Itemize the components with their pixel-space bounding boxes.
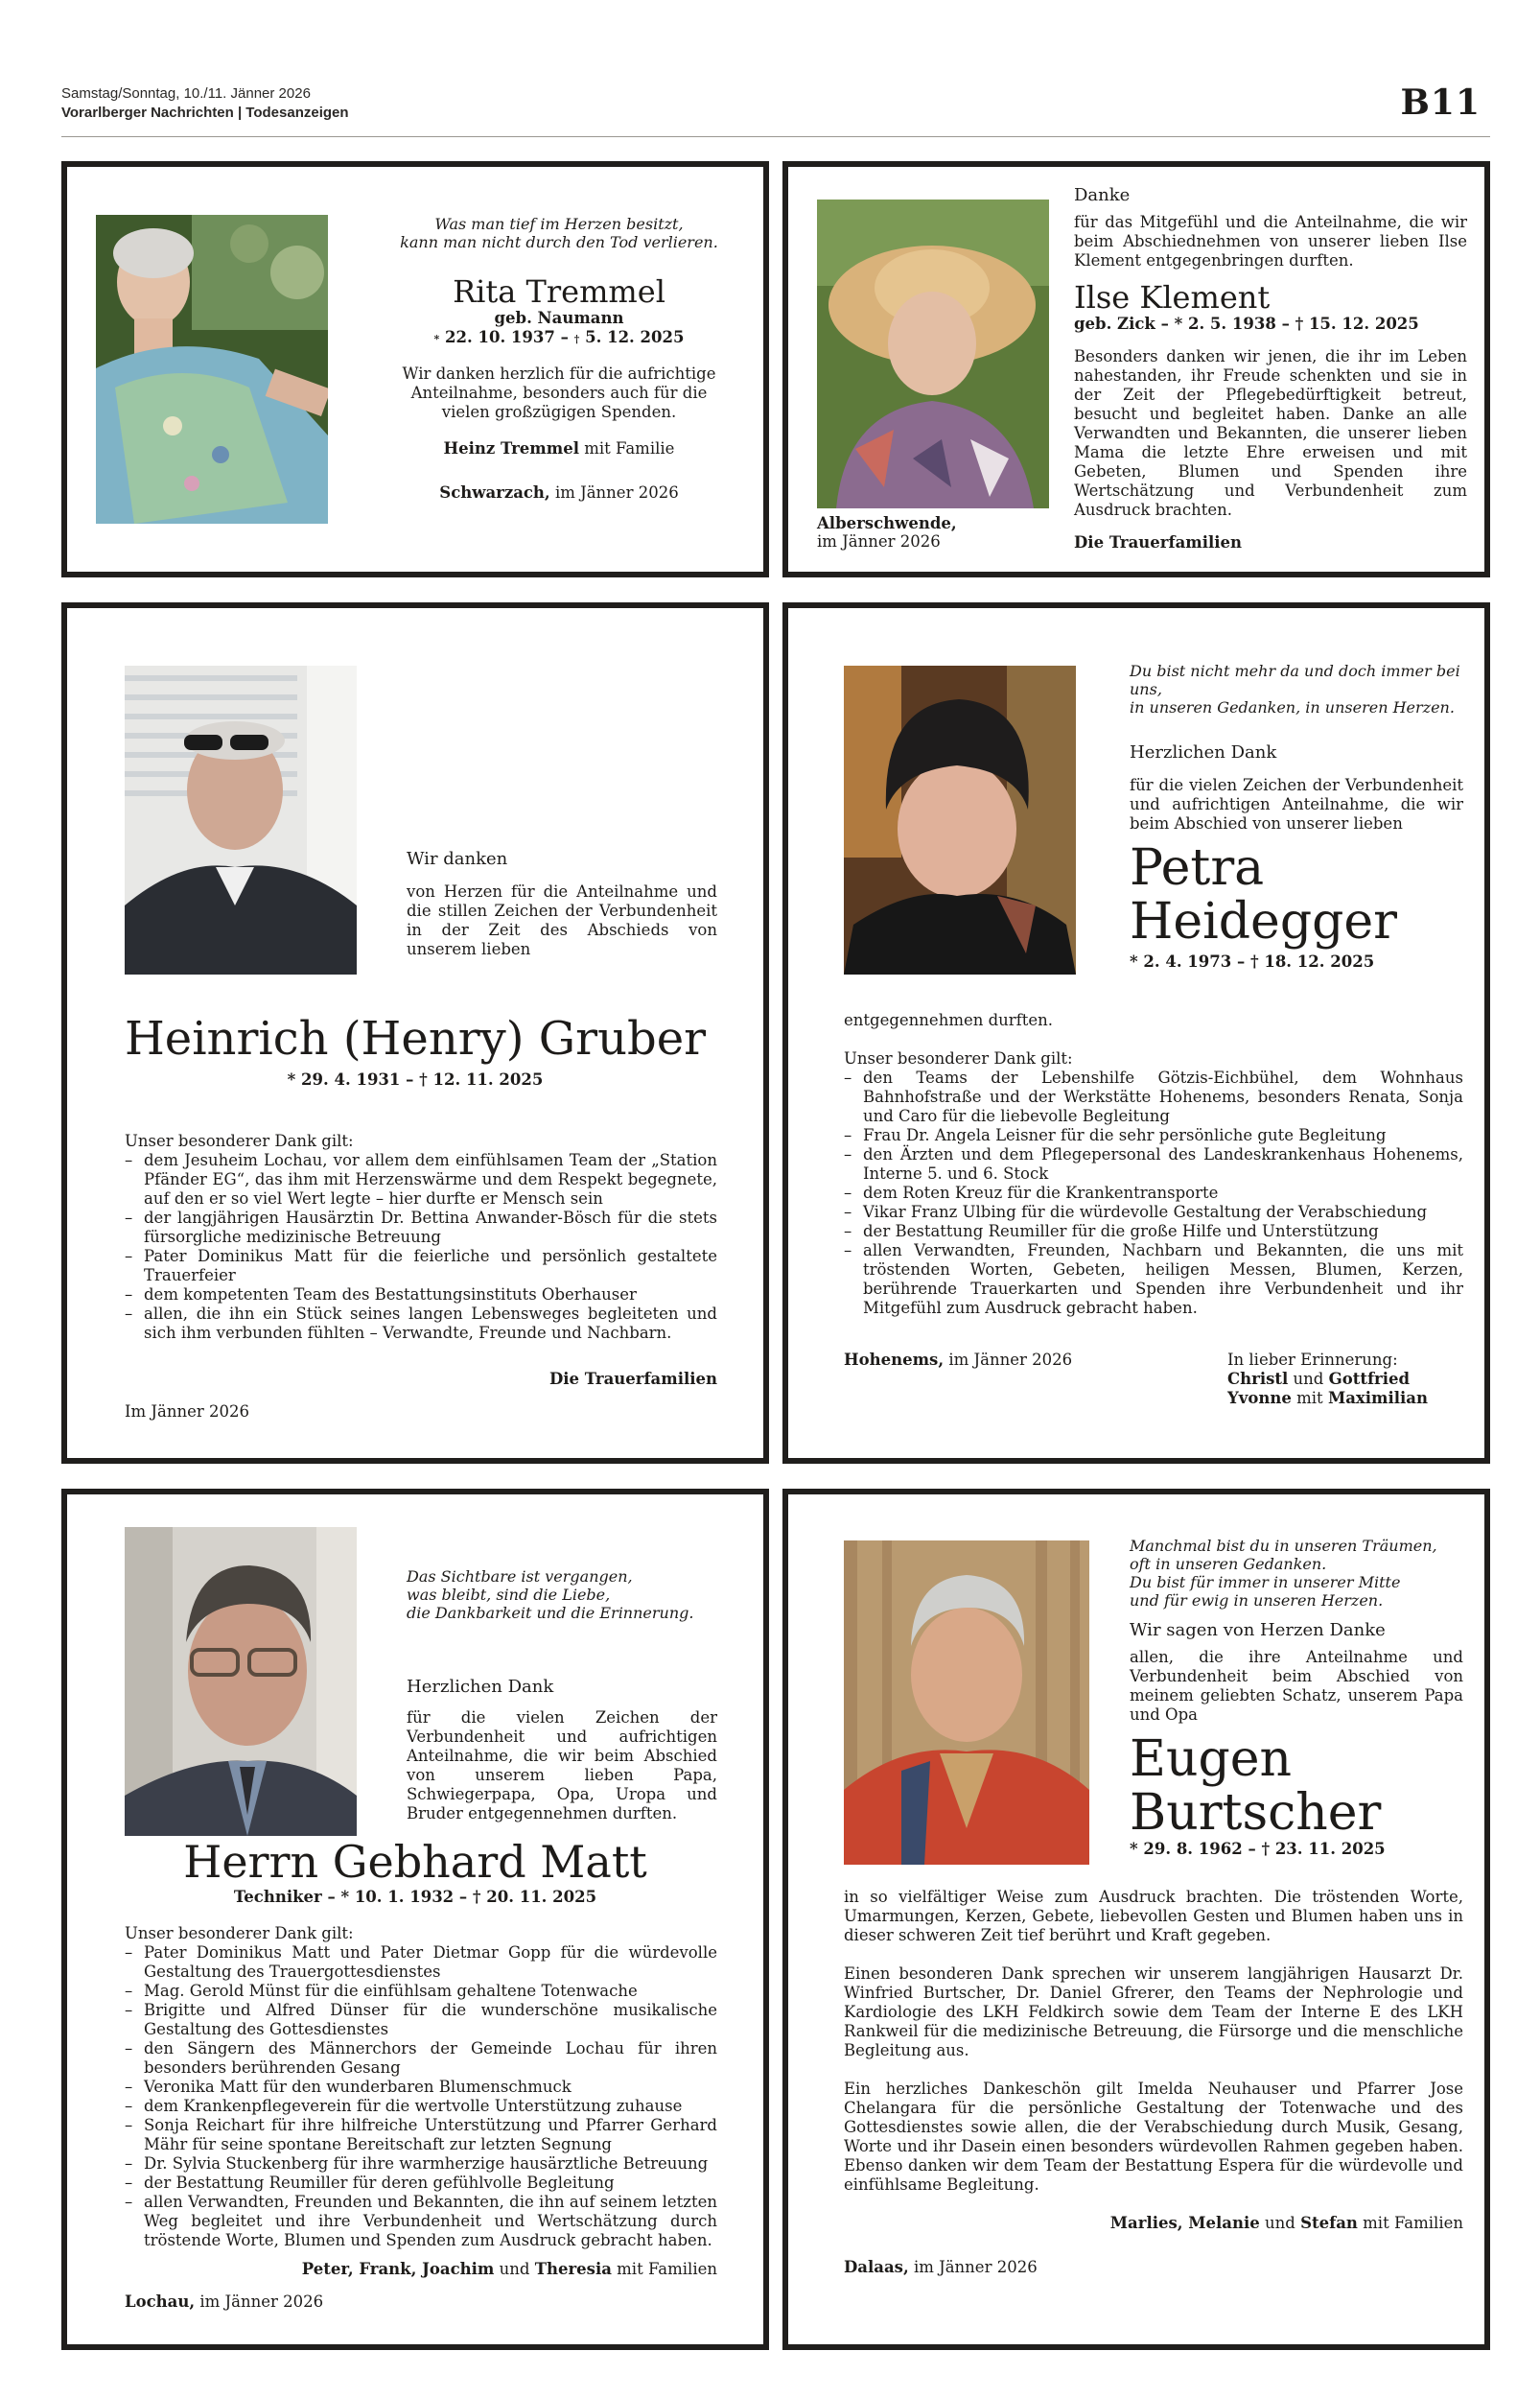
motto-line: kann man nicht durch den Tod verlieren. [400, 233, 718, 251]
place-date: Lochau, im Jänner 2026 [125, 2292, 324, 2311]
signature: Marlies, Melanie und Stefan mit Familien [1109, 2214, 1463, 2232]
heading: Danke [1074, 185, 1131, 205]
born-name: geb. Naumann [494, 309, 624, 327]
list-item: – allen Verwandten, Freunden, Nachbarn und Bekannten, die uns mit tröstenden Worten, Gebeten, heiligen Messen, Blumen, Kerzen, berührende Trauerkarten und Spenden ihre Verbundenheit und ihr Mitgefühl zum Ausdruck gebracht haben. [844, 1241, 1463, 1318]
deceased-last-name: Heidegger [1130, 893, 1398, 951]
continuation-text: entgegennehmen durften. [844, 1011, 1054, 1029]
motto-line: die Dankbarkeit und die Erinnerung. [407, 1604, 694, 1622]
portrait-photo-tremmel [96, 215, 328, 524]
signature: Die Trauerfamilien [1074, 533, 1243, 552]
motto-line: in unseren Gedanken, in unseren Herzen. [1130, 698, 1455, 717]
paragraph: Ein herzliches Dankeschön gilt Imelda Neuhauser und Pfarrer Jose Chelangara für die persönliche Gestaltung der Totenwache und des Gottesdienstes sowie allen, die der Verabschiedung durch Musik, Gesang, Worte und ihr Dasein einen besonders würdevollen Rahmen gegeben haben. Ebenso danken wir dem Team der Bestattung Espera für die würdevolle und einfühlsame Begleitung. [844, 2080, 1463, 2194]
portrait-photo-matt [125, 1527, 357, 1836]
list-item: – Mag. Gerold Münst für die einfühlsam gehaltene Totenwache [125, 1982, 717, 2001]
intro-text: von Herzen für die Anteilnahme und die stillen Zeichen der Verbundenheit in der Zeit des Abschieds von unserem lieben [407, 882, 717, 958]
page-number: B11 [1400, 82, 1481, 123]
deceased-last-name: Burtscher [1130, 1784, 1382, 1842]
publication-section: Vorarlberger Nachrichten | Todesanzeigen [61, 105, 349, 121]
list-item: – dem Jesuheim Lochau, vor allem dem einfühlsamen Team der „Station Pfänder EG“, das ihm mit Herzenswärme und dem Respekt begegnete, auf den er so viel Wert legte – hier durfte er Mensch sein [125, 1151, 717, 1209]
deceased-first-name: Petra [1130, 839, 1265, 897]
list-item: – Dr. Sylvia Stuckenberg für ihre warmherzige hausärztliche Betreuung [125, 2154, 717, 2174]
obituary-gruber [61, 602, 769, 1464]
motto-line: und für ewig in unseren Herzen. [1130, 1591, 1384, 1610]
intro-text: für das Mitgefühl und die Anteilnahme, die wir beim Abschiednehmen von unserer lieben Ilse Klement entgegenbringen durften. [1074, 213, 1467, 270]
date-line: Im Jänner 2026 [125, 1402, 250, 1421]
signature: Die Trauerfamilien [548, 1370, 717, 1388]
life-dates: * 2. 4. 1973 – † 18. 12. 2025 [1130, 952, 1375, 971]
deceased-first-name: Eugen [1130, 1730, 1292, 1788]
place-date: Dalaas, im Jänner 2026 [844, 2258, 1038, 2276]
life-dates: * 22. 10. 1937 – † 5. 12. 2025 [433, 328, 685, 346]
list-item: – der langjährigen Hausärztin Dr. Bettina Anwander-Bösch für die stets fürsorgliche medizinische Betreuung [125, 1209, 717, 1247]
list-item: – allen Verwandten, Freunden und Bekannten, die ihn auf seinem letzten Weg begleitet und ihre Verbundenheit und Wertschätzung durch tröstende Worte, Blumen und Spenden zum Ausdruck gebracht haben. [125, 2193, 717, 2250]
obituary-tremmel [61, 161, 769, 577]
thanks-list [844, 1069, 1463, 1318]
thanks-list [125, 1943, 717, 2250]
list-item: – Brigitte und Alfred Dünser für die wunderschöne musikalische Gestaltung des Gottesdienstes [125, 2001, 717, 2039]
obituary-klement [782, 161, 1490, 577]
portrait-photo-gruber [125, 666, 357, 975]
paragraph: in so vielfältiger Weise zum Ausdruck brachten. Die tröstenden Worte, Umarmungen, Kerzen, Gebete, liebevollen Gesten und Blumen haben uns in dieser schweren Zeit tief berührt und Kraft gegeben. [844, 1888, 1463, 1944]
heading: Wir sagen von Herzen Danke [1130, 1620, 1386, 1640]
list-item: – allen, die ihn ein Stück seines langen Lebensweges begleiteten und sich ihm verbunden fühlten – Verwandte, Freunde und Nachbarn. [125, 1305, 717, 1343]
list-item: – den Ärzten und dem Pflegepersonal des Landeskrankenhaus Hohenems, Interne 5. und 6. Stock [844, 1145, 1463, 1184]
portrait-photo-klement [817, 200, 1049, 508]
signature: Heinz Tremmel mit Familie [443, 439, 675, 458]
list-item: – den Teams der Lebenshilfe Götzis-Eichbühel, dem Wohnhaus Bahnhofstraße und der Werkstätte Hohenems, besonders Renata, Sonja und Caro für die liebevolle Begleitung [844, 1069, 1463, 1126]
list-item: – der Bestattung Reumiller für die große Hilfe und Unterstützung [844, 1222, 1463, 1241]
motto-line: Du bist nicht mehr da und doch immer bei uns, [1130, 662, 1460, 698]
portrait-photo-burtscher [844, 1540, 1089, 1865]
list-item: – Pater Dominikus Matt und Pater Dietmar Gopp für die würdevolle Gestaltung des Trauergottesdienstes [125, 1943, 717, 1982]
motto-line: Manchmal bist du in unseren Träumen, [1130, 1537, 1437, 1555]
list-title: Unser besonderer Dank gilt: [844, 1049, 1073, 1068]
portrait-photo-heidegger [844, 666, 1076, 975]
motto-line: Das Sichtbare ist vergangen, [407, 1567, 633, 1586]
life-dates: geb. Zick – * 2. 5. 1938 – † 15. 12. 2025 [1074, 315, 1419, 333]
deceased-name: Heinrich (Henry) Gruber [124, 1012, 707, 1066]
list-title: Unser besonderer Dank gilt: [125, 1132, 354, 1150]
intro-text: für die vielen Zeichen der Verbundenheit und aufrichtigen Anteilnahme, die wir beim Abschied von unserer lieben [1130, 776, 1463, 833]
place-date: Hohenems, im Jänner 2026 [844, 1351, 1073, 1369]
deceased-name: Herrn Gebhard Matt [183, 1836, 647, 1888]
life-dates: * 29. 8. 1962 – † 23. 11. 2025 [1130, 1840, 1386, 1858]
place-date: Alberschwende, im Jänner 2026 [817, 514, 957, 551]
obituary-heidegger [782, 602, 1490, 1464]
deceased-name: Ilse Klement [1074, 279, 1271, 316]
heading: Wir danken [407, 849, 508, 869]
list-item: – dem Krankenpflegeverein für die wertvolle Unterstützung zuhause [125, 2097, 717, 2116]
list-item: – Vikar Franz Ulbing für die würdevolle Gestaltung der Verabschiedung [844, 1203, 1463, 1222]
dateline: Samstag/Sonntag, 10./11. Jänner 2026 [61, 85, 311, 102]
header-divider [61, 136, 1490, 137]
signature: In lieber Erinnerung: Christl und Gottfried Yvonne mit Maximilian [1227, 1351, 1428, 1407]
list-item: – der Bestattung Reumiller für deren gefühlvolle Begleitung [125, 2174, 717, 2193]
heading: Herzlichen Dank [1130, 742, 1277, 763]
list-item: – Pater Dominikus Matt für die feierliche und persönlich gestaltete Trauerfeier [125, 1247, 717, 1285]
motto-line: oft in unseren Gedanken. [1130, 1555, 1327, 1573]
thanks-list [125, 1151, 717, 1343]
life-dates: * 29. 4. 1931 – † 12. 11. 2025 [287, 1070, 544, 1089]
intro-text: allen, die ihre Anteilnahme und Verbundenheit beim Abschied von meinem geliebten Schatz, unserem Papa und Opa [1130, 1648, 1463, 1724]
list-item: – Sonja Reichart für ihre hilfreiche Unterstützung und Pfarrer Gerhard Mähr für seine spontane Bereitschaft zur letzten Segnung [125, 2116, 717, 2154]
list-item: – dem kompetenten Team des Bestattungsinstituts Oberhauser [125, 1285, 717, 1305]
paragraph: Einen besonderen Dank sprechen wir unserem langjährigen Hausarzt Dr. Winfried Burtscher, Dr. Daniel Gfrerer, den Teams der Nephrologie und Kardiologie des LKH Feldkirch sowie dem Team der Interne E des LKH Rankweil für die medizinische Betreuung, die Fürsorge und die menschliche Begleitung aus. [844, 1964, 1463, 2059]
page-header [61, 84, 349, 123]
thank-you-text: Wir danken herzlich für die aufrichtige Anteilnahme, besonders auch für die vielen großzügigen Spenden. [402, 364, 716, 421]
deceased-name: Rita Tremmel [453, 273, 665, 310]
list-item: – den Sängern des Männerchors der Gemeinde Lochau für ihren besonders berührenden Gesang [125, 2039, 717, 2078]
motto-line: Was man tief im Herzen besitzt, [434, 215, 684, 233]
list-title: Unser besonderer Dank gilt: [125, 1924, 354, 1942]
motto-line: Du bist für immer in unserer Mitte [1130, 1573, 1401, 1591]
life-dates: Techniker – * 10. 1. 1932 – † 20. 11. 2025 [233, 1888, 597, 1906]
obituary-matt [61, 1489, 769, 2350]
thank-you-text: Besonders danken wir jenen, die ihr im Leben nahestanden, ihr Freude schenkten und sie in der Zeit der Pflegebedürftigkeit betreut, besucht und begleitet haben. Danke an alle Verwandten und Bekannten, die unserer lieben Mama die letzte Ehre erweisen und mit Gebeten, Blumen und Spenden ihre Wertschätzung und Verbundenheit zum Ausdruck brachten. [1074, 347, 1467, 519]
list-item: – dem Roten Kreuz für die Krankentransporte [844, 1184, 1463, 1203]
signature: Peter, Frank, Joachim und Theresia mit Familien [301, 2260, 717, 2278]
intro-text: für die vielen Zeichen der Verbundenheit und aufrichtigen Anteilnahme, die wir beim Abschied von unserem lieben Papa, Schwiegerpapa, Opa, Uropa und Bruder entgegennehmen durften. [407, 1708, 717, 1822]
obituary-burtscher [782, 1489, 1490, 2350]
place-date: Schwarzach, im Jänner 2026 [439, 483, 679, 502]
motto-line: was bleibt, sind die Liebe, [407, 1586, 611, 1604]
list-item: – Veronika Matt für den wunderbaren Blumenschmuck [125, 2078, 717, 2097]
list-item: – Frau Dr. Angela Leisner für die sehr persönliche gute Begleitung [844, 1126, 1463, 1145]
heading: Herzlichen Dank [407, 1677, 554, 1697]
